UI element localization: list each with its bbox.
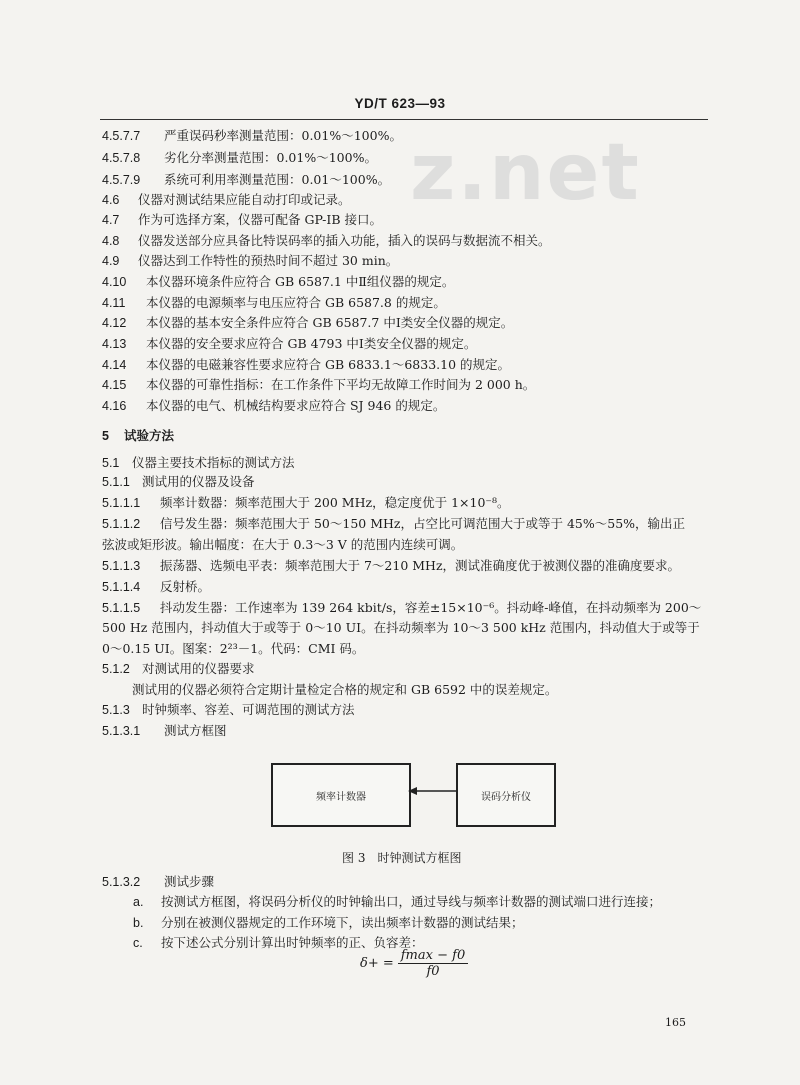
list-item: 4.10 本仪器环境条件应符合 GB 6587.1 中Ⅱ组仪器的规定。 <box>102 274 455 289</box>
list-item: 5.1.1.2 信号发生器：频率范围大于 50～150 MHz，占空比可调范围大于或等于 45%～55%，输出正 <box>102 516 686 531</box>
list-item: 5.1.2 对测试用的仪器要求 <box>102 661 255 676</box>
error-analyzer-box: 误码分析仪 <box>456 763 556 827</box>
list-item: 4.15 本仪器的可靠性指标：在工作条件下平均无故障工作时间为 2 000 h。 <box>102 377 536 392</box>
list-item: 5.1.1.1 频率计数器：频率范围大于 200 MHz，稳定度优于 1×10⁻⁸。 <box>102 495 510 510</box>
page-header: YD/T 623—93 <box>354 96 446 111</box>
step-item: b. 分别在被测仪器规定的工作环境下，读出频率计数器的测试结果； <box>133 915 524 930</box>
page-number: 165 <box>665 1016 686 1029</box>
list-item: 4.12 本仪器的基本安全条件应符合 GB 6587.7 中Ⅰ类安全仪器的规定。 <box>102 315 514 330</box>
list-item: 4.5.7.8 劣化分率测量范围：0.01%～100%。 <box>102 150 377 165</box>
list-item-continued: 500 Hz 范围内，抖动值大于或等于 0～10 UI。在抖动频率为 10～3 500 kHz 范围内，抖动值大于或等于 <box>102 620 700 635</box>
list-item: 4.6 仪器对测试结果应能自动打印或记录。 <box>102 192 351 207</box>
formula-fraction <box>398 948 468 979</box>
list-item: 5.1.3 时钟频率、容差、可调范围的测试方法 <box>102 702 355 717</box>
list-item: 4.5.7.7 严重误码秒率测量范围：0.01%～100%。 <box>102 128 402 143</box>
step-item: c. 按下述公式分别计算出时钟频率的正、负容差： <box>133 935 424 950</box>
list-item: 4.14 本仪器的电磁兼容性要求应符合 GB 6833.1～6833.10 的规定。 <box>102 357 511 372</box>
list-item: 4.13 本仪器的安全要求应符合 GB 4793 中Ⅰ类安全仪器的规定。 <box>102 336 477 351</box>
list-item: 4.5.7.9 系统可利用率测量范围：0.01～100%。 <box>102 172 391 187</box>
paragraph: 测试用的仪器必须符合定期计量检定合格的规定和 GB 6592 中的误差规定。 <box>132 682 558 697</box>
watermark: z.net <box>410 128 641 218</box>
list-item: 5.1.1 测试用的仪器及设备 <box>102 474 255 489</box>
formula-denominator: f0 <box>426 964 440 979</box>
formula-numerator: fmax − f0 <box>398 948 468 964</box>
section-heading: 5 试验方法 <box>102 428 175 443</box>
frequency-counter-box: 频率计数器 <box>271 763 411 827</box>
list-item: 4.7 作为可选择方案，仪器可配备 GP-IB 接口。 <box>102 212 383 227</box>
figure-caption: 图 3 时钟测试方框图 <box>342 851 462 865</box>
step-item: a. 按测试方框图，将误码分析仪的时钟输出口，通过导线与频率计数器的测试端口进行连接； <box>133 894 662 909</box>
header-rule <box>100 119 708 120</box>
list-item-continued: 0～0.15 UI。图案：2²³－1。代码：CMI 码。 <box>102 641 365 656</box>
formula-lhs: δ+ = <box>360 956 394 971</box>
list-item: 5.1 仪器主要技术指标的测试方法 <box>102 455 295 470</box>
arrow-icon <box>408 785 458 797</box>
list-item: 4.11 本仪器的电源频率与电压应符合 GB 6587.8 的规定。 <box>102 295 446 310</box>
list-item: 5.1.1.5 抖动发生器：工作速率为 139 264 kbit/s，容差±15×10⁻⁶。抖动峰-峰值，在抖动频率为 200～ <box>102 600 702 615</box>
list-item: 4.9 仪器达到工作特性的预热时间不超过 30 min。 <box>102 253 399 268</box>
list-item: 4.8 仪器发送部分应具备比特误码率的插入功能，插入的误码与数据流不相关。 <box>102 233 551 248</box>
list-item: 5.1.1.4 反射桥。 <box>102 579 211 594</box>
list-item: 5.1.1.3 振荡器、选频电平表：频率范围大于 7～210 MHz，测试准确度优于被测仪器的准确度要求。 <box>102 558 681 573</box>
formula <box>360 948 468 979</box>
list-item-continued: 弦波或矩形波。输出幅度：在大于 0.3～3 V 的范围内连续可调。 <box>102 537 464 552</box>
list-item: 5.1.3.1 测试方框图 <box>102 723 227 738</box>
list-item: 5.1.3.2 测试步骤 <box>102 874 215 889</box>
list-item: 4.16 本仪器的电气、机械结构要求应符合 SJ 946 的规定。 <box>102 398 446 413</box>
